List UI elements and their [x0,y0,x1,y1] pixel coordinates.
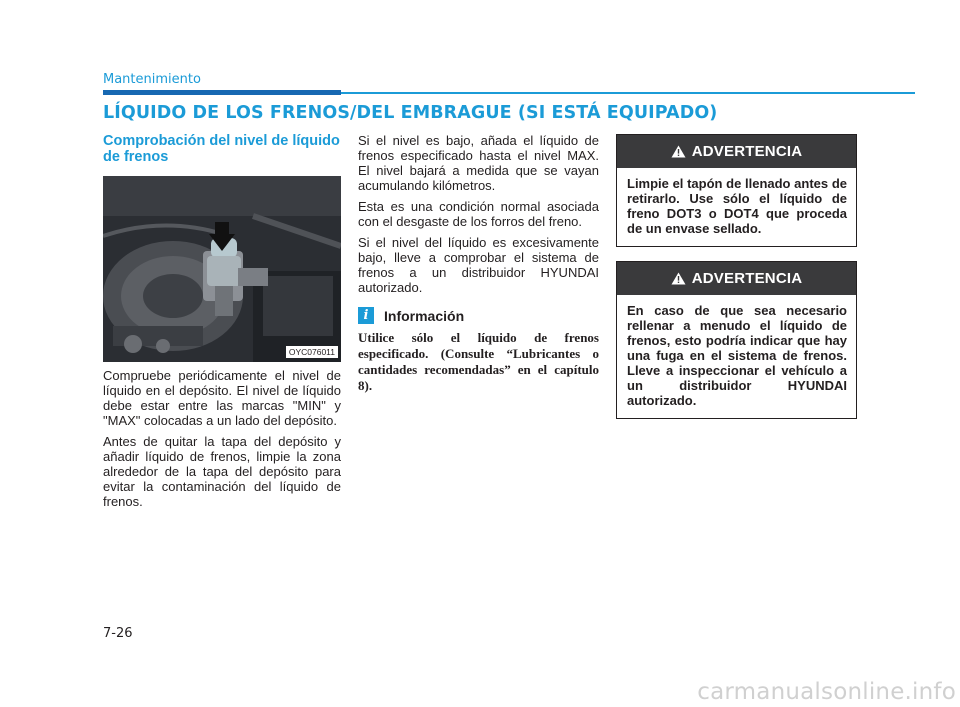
paragraph-normal-condition: Esta es una condición normal asociada con el desgaste de los forros del freno. [358,199,599,229]
column-middle [358,133,599,394]
info-icon: i [358,307,374,324]
warning-text: Limpie el tapón de llenado antes de retirarlo. Use sólo el líquido de freno DOT3 o DOT4 que proceda de un envase sellado. [627,176,847,236]
info-text: Utilice sólo el líquido de frenos especificado. (Consulte “Lubricantes o cantidades recomendadas” en el capítulo 8). [358,330,599,393]
warning-box [616,261,857,419]
column-left [103,133,341,515]
warning-title: ADVERTENCIA [691,143,803,160]
warning-title: ADVERTENCIA [691,270,803,287]
paragraph-clean-cap: Antes de quitar la tapa del depósito y añadir líquido de frenos, limpie la zona alrededor de la tapa del depósito para evitar la contaminación del líquido de frenos. [103,434,341,509]
column-right [616,134,857,433]
watermark: carmanualsonline.info [697,679,956,705]
warning-triangle-icon [671,145,686,158]
engine-bay-illustration [103,176,341,362]
header-rule-light [341,92,915,94]
paragraph-excessively-low: Si el nivel del líquido es excesivamente bajo, lleve a comprobar el sistema de frenos a un distribuidor HYUNDAI autorizado. [358,235,599,295]
header-rule-dark [103,90,341,95]
warning-text: En caso de que sea necesario rellenar a menudo el líquido de frenos, esto podría indicar que hay una fuga en el sistema de frenos. Lleve a inspeccionar el vehículo a un distribuidor HYUNDAI autorizado. [627,303,847,408]
warning-box [616,134,857,247]
warning-triangle-icon [671,272,686,285]
info-title: Información [384,307,465,324]
paragraph-low-level: Si el nivel es bajo, añada el líquido de frenos especificado hasta el nivel MAX. El nivel bajará a medida que se vayan acumulando kilómetros. [358,133,599,193]
photo-code: OYC076011 [286,346,338,358]
page-number: 7-26 [103,626,133,641]
info-heading [358,307,599,324]
warning-header [617,135,856,168]
warning-header [617,262,856,295]
page-title: LÍQUIDO DE LOS FRENOS/DEL EMBRAGUE (SI ESTÁ EQUIPADO) [103,103,718,123]
section-label: Mantenimiento [103,72,201,87]
engine-photo [103,176,341,362]
subsection-title: Comprobación del nivel de líquido de frenos [103,133,340,165]
paragraph-check-level: Compruebe periódicamente el nivel de líquido en el depósito. El nivel de líquido debe estar entre las marcas "MIN" y "MAX" colocadas a un lado del depósito. [103,368,341,428]
